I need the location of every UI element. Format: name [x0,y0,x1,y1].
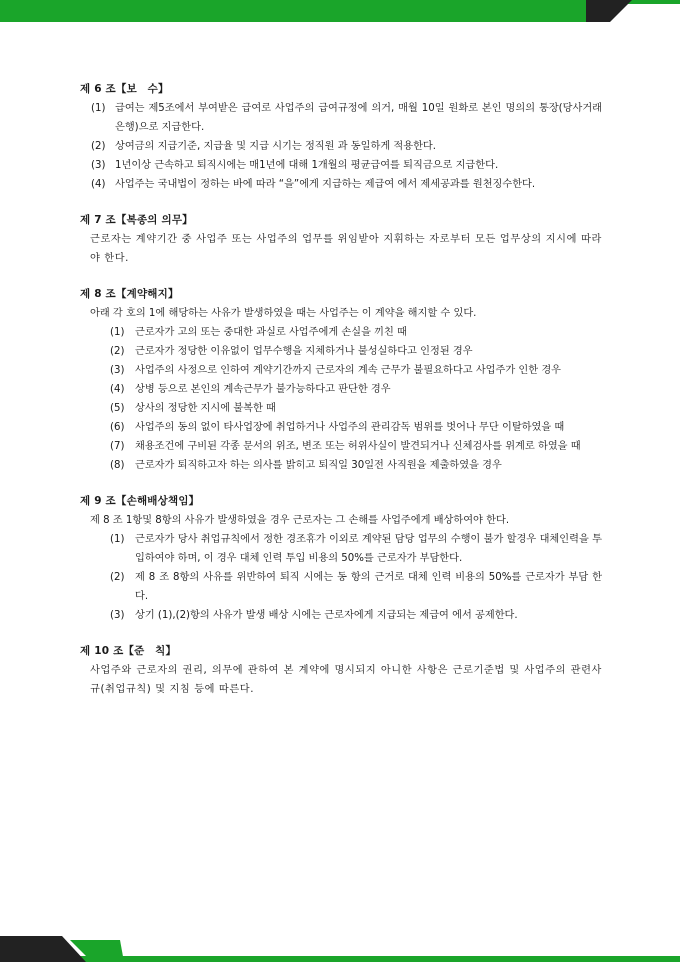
article-title: 제 9 조【손해배상책임】 [80,495,200,507]
item-text: 사업주의 동의 없이 타사업장에 취업하거나 사업주의 관리감독 범위를 벗어나 무단 이탈하였을 때 [135,422,565,433]
article-title: 제 7 조【복종의 의무】 [80,214,193,226]
footer-dark-slant [0,936,86,962]
list-item [80,99,602,137]
item-text: 상사의 정당한 지시에 불복한 때 [135,403,276,414]
item-text: 상여금의 지급기준, 지급율 및 지급 시기는 정직원 과 동일하게 적용한다. [115,141,437,152]
item-number: (1) [110,534,125,545]
item-text: 근로자가 정당한 이유없이 업무수행을 지체하거나 불성실하다고 인정된 경우 [135,346,473,357]
header-dark-slant [586,0,632,22]
list-item [80,418,602,437]
item-text: 근로자가 당사 취업규칙에서 정한 경조휴가 이외로 계약된 담당 업무의 수행이 불가 할경우 대체인력을 투입하여야 하며, 이 경우 대체 인력 투입 비용의 50%를 근로자가 부담한다. [135,534,602,564]
list-item [80,175,602,194]
item-number: (3) [110,365,125,376]
article-items [80,530,602,625]
article-title: 제 10 조【준 칙】 [80,645,177,657]
list-item [80,323,602,342]
article-title: 제 6 조【보 수】 [80,83,169,95]
item-text: 상병 등으로 본인의 계속근무가 불가능하다고 판단한 경우 [135,384,391,395]
item-number: (2) [110,346,125,357]
item-number: (4) [110,384,125,395]
item-text: 제 8 조 8항의 사유를 위반하여 퇴직 시에는 동 항의 근거로 대체 인력 비용의 50%를 근로자가 부담 한다. [135,572,602,602]
item-text: 사업주는 국내법이 정하는 바에 따라 “을”에게 지급하는 제급여 에서 제세공과를 원천징수한다. [115,179,536,190]
article-6 [80,80,602,194]
list-item [80,456,602,475]
item-text: 근로자가 퇴직하고자 하는 의사를 밝히고 퇴직일 30일전 사직원을 제출하였을 경우 [135,460,502,471]
item-number: (4) [91,179,106,190]
list-item [80,399,602,418]
item-number: (1) [91,103,106,114]
contract-body [80,80,602,699]
item-number: (2) [110,572,125,583]
item-number: (7) [110,441,125,452]
item-text: 상기 (1),(2)항의 사유가 발생 배상 시에는 근로자에게 지급되는 제급여 에서 공제한다. [135,610,518,621]
article-items [80,99,602,194]
item-text: 1년이상 근속하고 퇴직시에는 매1년에 대해 1개월의 평균급여를 퇴직금으로 지급한다. [115,160,499,171]
list-item [80,156,602,175]
item-number: (6) [110,422,125,433]
item-number: (2) [91,141,106,152]
article-10 [80,642,602,699]
list-item [80,380,602,399]
article-title: 제 8 조【계약해지】 [80,288,179,300]
article-7 [80,211,602,268]
article-9 [80,492,602,625]
article-paragraph: 사업주와 근로자의 권리, 의무에 관하여 본 계약에 명시되지 아니한 사항은 근로기준법 및 사업주의 관련사규(취업규칙) 및 지침 등에 따른다. [90,665,602,695]
list-item [80,437,602,456]
item-number: (3) [91,160,106,171]
article-paragraph: 제 8 조 1항및 8항의 사유가 발생하였을 경우 근로자는 그 손해를 사업주에게 배상하여야 한다. [90,515,510,526]
item-text: 채용조건에 구비된 각종 문서의 위조, 변조 또는 허위사실이 발견되거나 신체검사를 위계로 하였을 때 [135,441,581,452]
article-8 [80,285,602,475]
list-item [80,606,602,625]
header-band [0,0,680,24]
list-item [80,342,602,361]
list-item [80,568,602,606]
item-number: (1) [110,327,125,338]
article-paragraph: 근로자는 계약기간 중 사업주 또는 사업주의 업무를 위임받아 지휘하는 자로부터 모든 업무상의 지시에 따라야 한다. [90,234,602,264]
item-number: (5) [110,403,125,414]
item-text: 급여는 제5조에서 부여받은 급여로 사업주의 급여규정에 의거, 매월 10일 원화로 본인 명의의 통장(당사거래은행)으로 지급한다. [115,103,602,133]
header-green-bar [0,0,590,22]
list-item [80,530,602,568]
item-text: 사업주의 사정으로 인하여 계약기간까지 근로자의 계속 근무가 불필요하다고 사업주가 인한 경우 [135,365,562,376]
article-paragraph: 아래 각 호의 1에 해당하는 사유가 발생하였을 때는 사업주는 이 계약을 해지할 수 있다. [90,308,477,319]
footer-band [0,934,680,962]
item-number: (3) [110,610,125,621]
item-text: 근로자가 고의 또는 중대한 과실로 사업주에게 손실을 끼친 때 [135,327,407,338]
list-item [80,137,602,156]
footer-band-graphic [0,934,680,962]
item-number: (8) [110,460,125,471]
list-item [80,361,602,380]
article-items [80,323,602,475]
header-band-graphic [0,0,680,24]
